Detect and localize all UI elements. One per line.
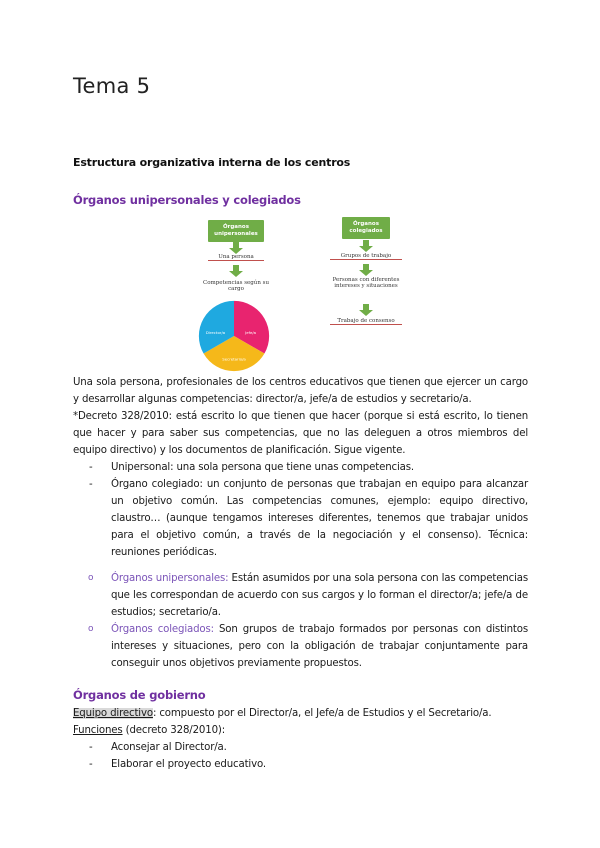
- colegiados-step2: Personas con diferentes intereses y situaciones: [332, 277, 400, 290]
- circle-bullet-icon: o: [88, 573, 94, 583]
- cargos-pie: [195, 297, 273, 375]
- definition-colegiados: Son grupos de trabajo formados por personas con distintos intereses y situaciones, pero con la obligación de trabajar conjuntamente para conseguir unos objetivos previamente propuestos.: [111, 624, 528, 669]
- page-title: Tema 5: [73, 74, 151, 98]
- funciones-line: [73, 722, 225, 739]
- list-item: [73, 621, 528, 672]
- list-item-text: Órgano colegiado: un conjunto de personas que trabajan en equipo para alcanzar un objetivo común. Las competencias comunes, ejemplo: equipo directivo, claustro… (aunque tengamos intereses diferentes, tenemos que trabajar unidos para el objetivo común, a través de la negociación y el consenso). Técnica: reuniones periódicas.: [111, 479, 528, 558]
- subheading-gobierno: Órganos de gobierno: [73, 688, 206, 702]
- funciones-term: Funciones: [73, 725, 123, 736]
- definition-unipersonales: Están asumidos por una sola persona con las competencias que les correspondan de acuerdo con sus cargos y lo forman el director/a; jefe/a de estudios; secretario/a.: [111, 573, 528, 618]
- list-item: [73, 739, 528, 756]
- colegiados-box: Órganos colegiados: [342, 217, 390, 239]
- unipersonales-box: Órganos unipersonales: [208, 220, 264, 242]
- equipo-directivo-text: : compuesto por el Director/a, el Jefe/a de Estudios y el Secretario/a.: [152, 708, 492, 719]
- organos-diagram: [190, 215, 430, 375]
- equipo-directivo-line: [73, 705, 491, 722]
- list-item-text: Unipersonal: una sola persona que tiene unas competencias.: [111, 462, 414, 473]
- pie-label-jefe: Jefe/a: [245, 330, 257, 336]
- equipo-directivo-term: Equipo directivo: [73, 708, 153, 719]
- arrow-down-icon: [229, 265, 243, 277]
- list-item: [73, 570, 528, 621]
- bullet-mark: -: [89, 479, 93, 490]
- list-item-text: Elaborar el proyecto educativo.: [111, 759, 266, 770]
- colegiados-step1: Grupos de trabajo: [330, 253, 402, 260]
- list-item: [73, 756, 528, 773]
- bullet-list: [73, 459, 528, 561]
- funciones-list: [73, 739, 528, 773]
- list-item-text: Aconsejar al Director/a.: [111, 742, 227, 753]
- pie-label-secretario: Secretario/a: [222, 356, 246, 362]
- unipersonales-step1: Una persona: [208, 254, 264, 261]
- unipersonales-step2: Competencias según su cargo: [202, 280, 269, 293]
- term-colegiados: Órganos colegiados:: [111, 624, 214, 635]
- term-unipersonales: Órganos unipersonales:: [111, 573, 229, 584]
- colegiados-step3: Trabajo de consenso: [330, 318, 402, 325]
- funciones-text: (decreto 328/2010):: [122, 725, 226, 736]
- section-heading: Estructura organizativa interna de los centros: [73, 156, 351, 169]
- arrow-down-icon: [229, 242, 243, 254]
- bullet-mark: -: [89, 742, 93, 753]
- arrow-down-icon: [359, 240, 373, 252]
- list-item: [73, 476, 528, 561]
- list-item: [73, 459, 528, 476]
- subheading-organos: Órganos unipersonales y colegiados: [73, 193, 301, 207]
- circle-bullet-icon: o: [88, 624, 94, 634]
- paragraph-intro: Una sola persona, profesionales de los centros educativos que tienen que ejercer un cargo y desarrollar algunas competencias: director/a, jefe/a de estudios y secretario/a.: [73, 377, 528, 405]
- bullet-mark: -: [89, 462, 93, 473]
- arrow-down-icon: [359, 304, 373, 316]
- paragraph-decreto: *Decreto 328/2010: está escrito lo que tienen que hacer (porque si está escrito, lo tienen que hacer y para saber sus competencias, que no las deleguen a otros miembros del equipo directivo) y los documentos de planificación. Sigue vigente.: [73, 411, 528, 456]
- bullet-mark: -: [89, 759, 93, 770]
- pie-label-director: Director/a: [205, 330, 226, 336]
- organos-definitions-list: [73, 570, 528, 672]
- arrow-down-icon: [359, 264, 373, 276]
